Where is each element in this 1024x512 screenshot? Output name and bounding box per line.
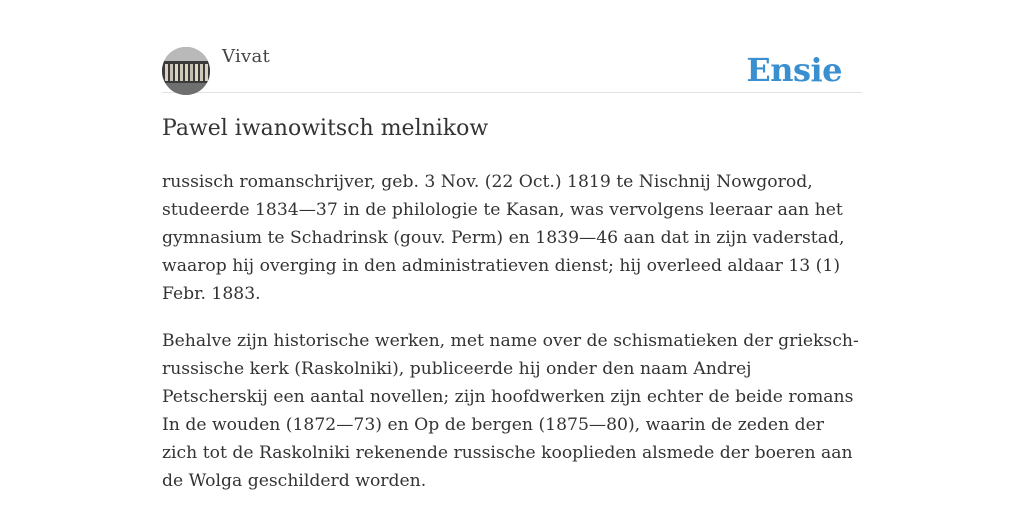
article-title: Pawel iwanowitsch melnikow bbox=[162, 116, 489, 141]
header bbox=[162, 0, 862, 93]
brand-logo[interactable]: Ensie bbox=[746, 51, 842, 89]
article-paragraph: Behalve zijn historische werken, met name over de schismatieken der grieksch-russische kerk (Raskolniki), publiceerde hij onder den naam Andrej Petscherskij een aantal novellen; zijn hoofdwerken zijn echter de beide romans In de wouden (1872—73) en Op de bergen (1875—80), waarin de zeden der zich tot de Raskolniki rekenende russische kooplieden alsmede der boeren aan de Wolga geschilderd worden. bbox=[162, 331, 859, 491]
article-paragraph: russisch romanschrijver, geb. 3 Nov. (22 Oct.) 1819 te Nischnij Nowgorod, studeerde 1834—37 in de philologie te Kasan, was vervolgens leeraar aan het gymnasium te Schadrinsk (gouv. Perm) en 1839—46 aan dat in zijn vaderstad, waarop hij overging in den administratieven dienst; hij overleed aldaar 13 (1) Febr. 1883. bbox=[162, 172, 845, 304]
page-container bbox=[162, 0, 862, 491]
source-name[interactable]: Vivat bbox=[222, 46, 271, 67]
source-avatar[interactable] bbox=[162, 47, 210, 95]
book-spines-icon bbox=[162, 47, 210, 95]
